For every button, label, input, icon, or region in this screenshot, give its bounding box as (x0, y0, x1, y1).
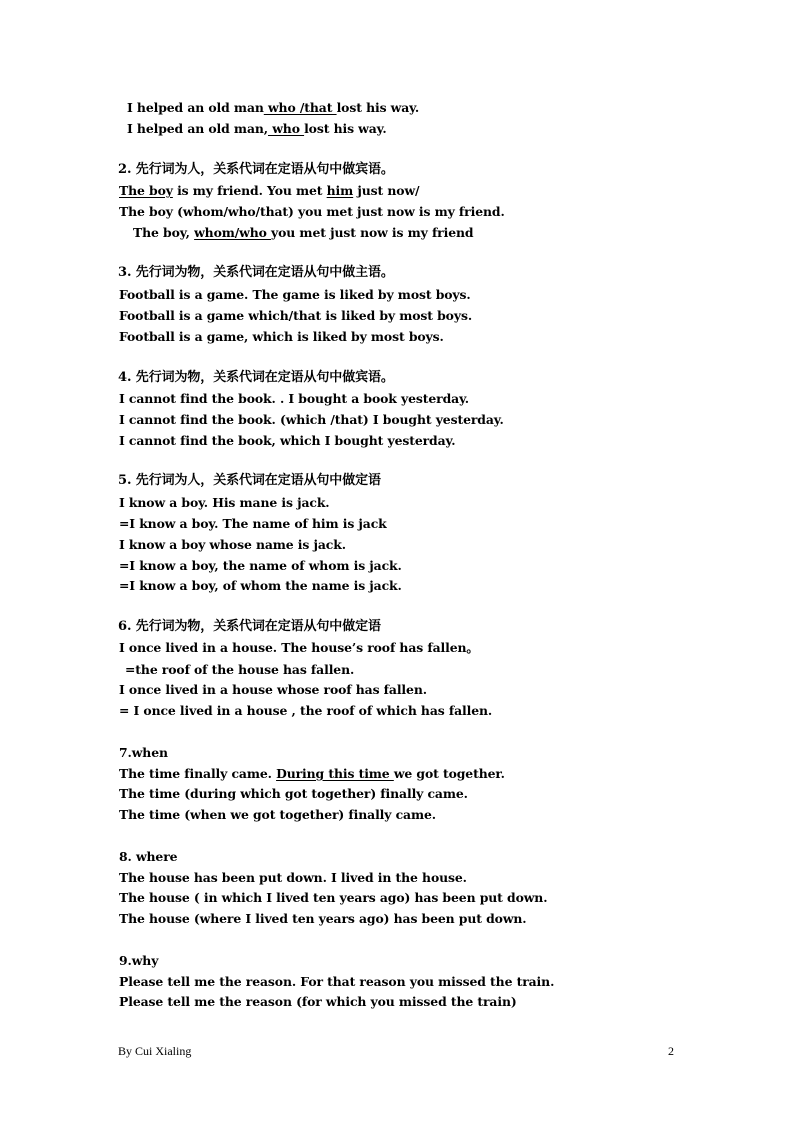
text-line (119, 516, 387, 532)
text-line (119, 807, 436, 823)
text-run: Football is a game. The game is liked by most boys. (119, 287, 471, 302)
text-line (133, 225, 473, 241)
text-run: The time (when we got together) finally came. (119, 807, 436, 822)
text-line (119, 433, 455, 449)
text-line (119, 329, 444, 345)
underlined-text: The boy (119, 183, 173, 198)
text-run: The time finally came. (119, 766, 277, 781)
text-line (127, 100, 419, 116)
text-line (119, 911, 527, 927)
text-run: 2. 先行词为人，关系代词在定语从句中做宾语。 (118, 162, 394, 177)
underlined-text: who (268, 121, 305, 136)
text-line (119, 849, 177, 865)
text-run: Please tell me the reason (for which you missed the train) (119, 994, 517, 1009)
text-run: 6. 先行词为物，关系代词在定语从句中做定语 (118, 619, 381, 634)
text-run: I helped an old man, (127, 121, 268, 136)
text-run: I cannot find the book. (which /that) I bought yesterday. (119, 412, 504, 427)
text-line (119, 682, 427, 698)
text-run: is my friend. You met (172, 183, 327, 198)
text-run: Please tell me the reason. For that reason you missed the train. (119, 974, 555, 989)
text-run: The boy, (133, 225, 195, 240)
text-line (119, 537, 346, 553)
section-heading (118, 265, 394, 281)
section-heading (118, 370, 394, 386)
text-line (119, 953, 158, 969)
text-run: lost his way. (336, 100, 420, 115)
text-line (119, 558, 402, 574)
underlined-text: who /that (263, 100, 337, 115)
text-line (119, 183, 419, 199)
text-run: just now/ (353, 183, 420, 198)
text-line (119, 870, 467, 886)
text-line (119, 766, 505, 782)
text-run: The house has been put down. I lived in the house. (119, 870, 467, 885)
text-run: 4. 先行词为物，关系代词在定语从句中做宾语。 (118, 370, 394, 385)
text-run: = I once lived in a house , the roof of which has fallen. (119, 703, 493, 718)
page-number: 2 (668, 1044, 674, 1058)
text-line (119, 745, 168, 761)
text-run: 9.why (119, 953, 159, 968)
text-run: I once lived in a house. The house’s roof has fallen。 (119, 640, 479, 655)
text-run: The house (where I lived ten years ago) has been put down. (119, 911, 527, 926)
text-line (119, 974, 554, 990)
text-line (119, 786, 468, 802)
text-run: =the roof of the house has fallen. (125, 662, 355, 677)
text-run: I cannot find the book, which I bought yesterday. (119, 433, 456, 448)
text-line (119, 204, 505, 220)
underlined-text: During this time (276, 766, 394, 781)
text-run: I know a boy whose name is jack. (119, 537, 346, 552)
text-line (119, 391, 469, 407)
text-line (125, 662, 354, 678)
text-run: Football is a game which/that is liked by most boys. (119, 308, 473, 323)
text-run: I know a boy. His mane is jack. (119, 495, 330, 510)
text-run: =I know a boy, of whom the name is jack. (119, 578, 402, 593)
text-run: =I know a boy, the name of whom is jack. (119, 558, 402, 573)
text-line (119, 994, 517, 1010)
text-line (119, 287, 471, 303)
text-run: I helped an old man (127, 100, 264, 115)
footer-author: By Cui Xialing (118, 1044, 192, 1058)
underlined-text: him (326, 183, 354, 198)
text-run: I once lived in a house whose roof has fallen. (119, 682, 427, 697)
text-run: you met just now is my friend (271, 225, 474, 240)
underlined-text: whom/who (194, 225, 272, 240)
text-line (119, 890, 547, 906)
text-run: Football is a game, which is liked by most boys. (119, 329, 444, 344)
text-run: 8. where (119, 849, 178, 864)
text-run: we got together. (393, 766, 505, 781)
text-line (119, 412, 504, 428)
text-run: 7.when (119, 745, 168, 760)
section-heading (118, 162, 394, 178)
text-line (127, 121, 387, 137)
text-line (119, 578, 402, 594)
text-run: 3. 先行词为物，关系代词在定语从句中做主语。 (118, 265, 394, 280)
text-line (119, 640, 479, 656)
text-run: 5. 先行词为人，关系代词在定语从句中做定语 (118, 473, 381, 488)
text-line (119, 308, 472, 324)
text-line (119, 495, 330, 511)
text-run: The time (during which got together) finally came. (119, 786, 468, 801)
text-run: The house ( in which I lived ten years ago) has been put down. (119, 890, 548, 905)
section-heading (118, 473, 381, 489)
text-run: =I know a boy. The name of him is jack (119, 516, 387, 531)
text-run: lost his way. (304, 121, 387, 136)
text-run: The boy (whom/who/that) you met just now is my friend. (119, 204, 505, 219)
section-heading (118, 619, 381, 635)
text-line (119, 703, 492, 719)
text-run: I cannot find the book. . I bought a book yesterday. (119, 391, 469, 406)
